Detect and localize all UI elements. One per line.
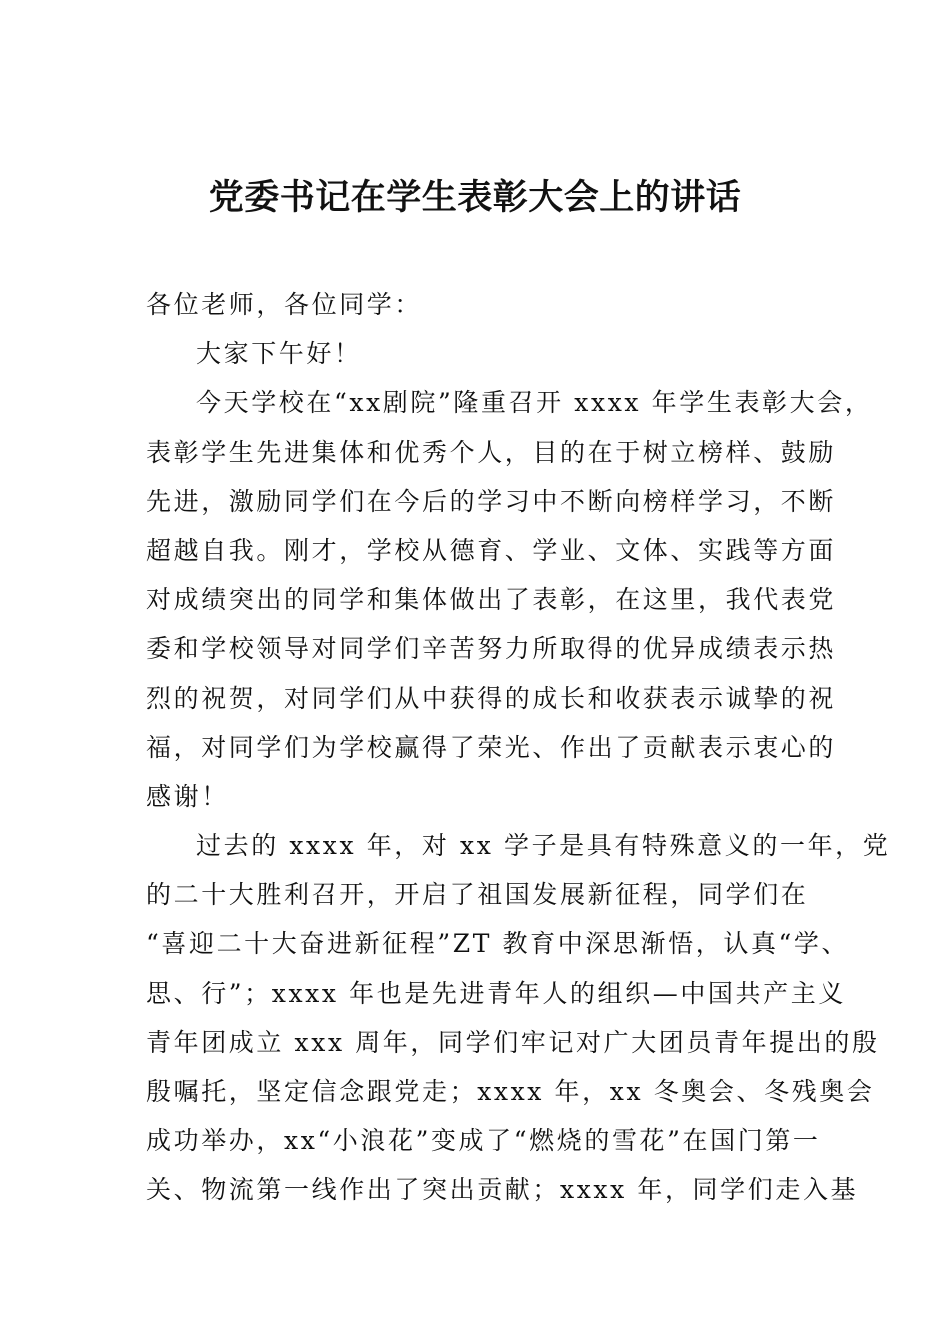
body-line: 表彰学生先进集体和优秀个人，目的在于树立榜样、鼓励 xyxy=(146,437,837,467)
body-line: 青年团成立 xxx 周年，同学们牢记对广大团员青年提出的殷 xyxy=(146,1027,880,1057)
body-line: 烈的祝贺，对同学们从中获得的成长和收获表示诚挚的祝 xyxy=(146,683,837,713)
body-line: 成功举办，xx“小浪花”变成了“燃烧的雪花”在国门第一 xyxy=(146,1126,821,1156)
body-line: 委和学校领导对同学们辛苦努力所取得的优异成绩表示热 xyxy=(146,634,837,664)
body-line: 超越自我。刚才，学校从德育、学业、文体、实践等方面 xyxy=(146,535,837,565)
body-line: 福，对同学们为学校赢得了荣光、作出了贡献表示衷心的 xyxy=(146,732,837,762)
body-line: 感谢！ xyxy=(146,781,229,811)
body-line: 对成绩突出的同学和集体做出了表彰，在这里，我代表党 xyxy=(146,585,837,615)
body-line: “喜迎二十大奋进新征程”ZT 教育中深思渐悟，认真“学、 xyxy=(146,929,850,959)
document-title: 党委书记在学生表彰大会上的讲话 xyxy=(208,177,742,218)
body-line: 今天学校在“xx剧院”隆重召开 xxxx 年学生表彰大会， xyxy=(196,388,873,418)
body-line: 殷嘱托，坚定信念跟党走；xxxx 年，xx 冬奥会、冬残奥会 xyxy=(146,1077,875,1106)
document-body xyxy=(146,280,891,1215)
body-line: 思、行”；xxxx 年也是先进青年人的组织—中国共产主义 xyxy=(146,978,846,1008)
body-line: 先进，激励同学们在今后的学习中不断向榜样学习，不断 xyxy=(146,486,837,516)
body-line: 的二十大胜利召开，开启了祖国发展新征程，同学们在 xyxy=(146,880,809,910)
body-line: 关、物流第一线作出了突出贡献；xxxx 年，同学们走入基 xyxy=(146,1175,859,1205)
body-line: 过去的 xxxx 年，对 xx 学子是具有特殊意义的一年，党 xyxy=(196,831,891,861)
body-line: 大家下午好！ xyxy=(196,339,362,369)
body-line: 各位老师，各位同学： xyxy=(146,290,423,319)
